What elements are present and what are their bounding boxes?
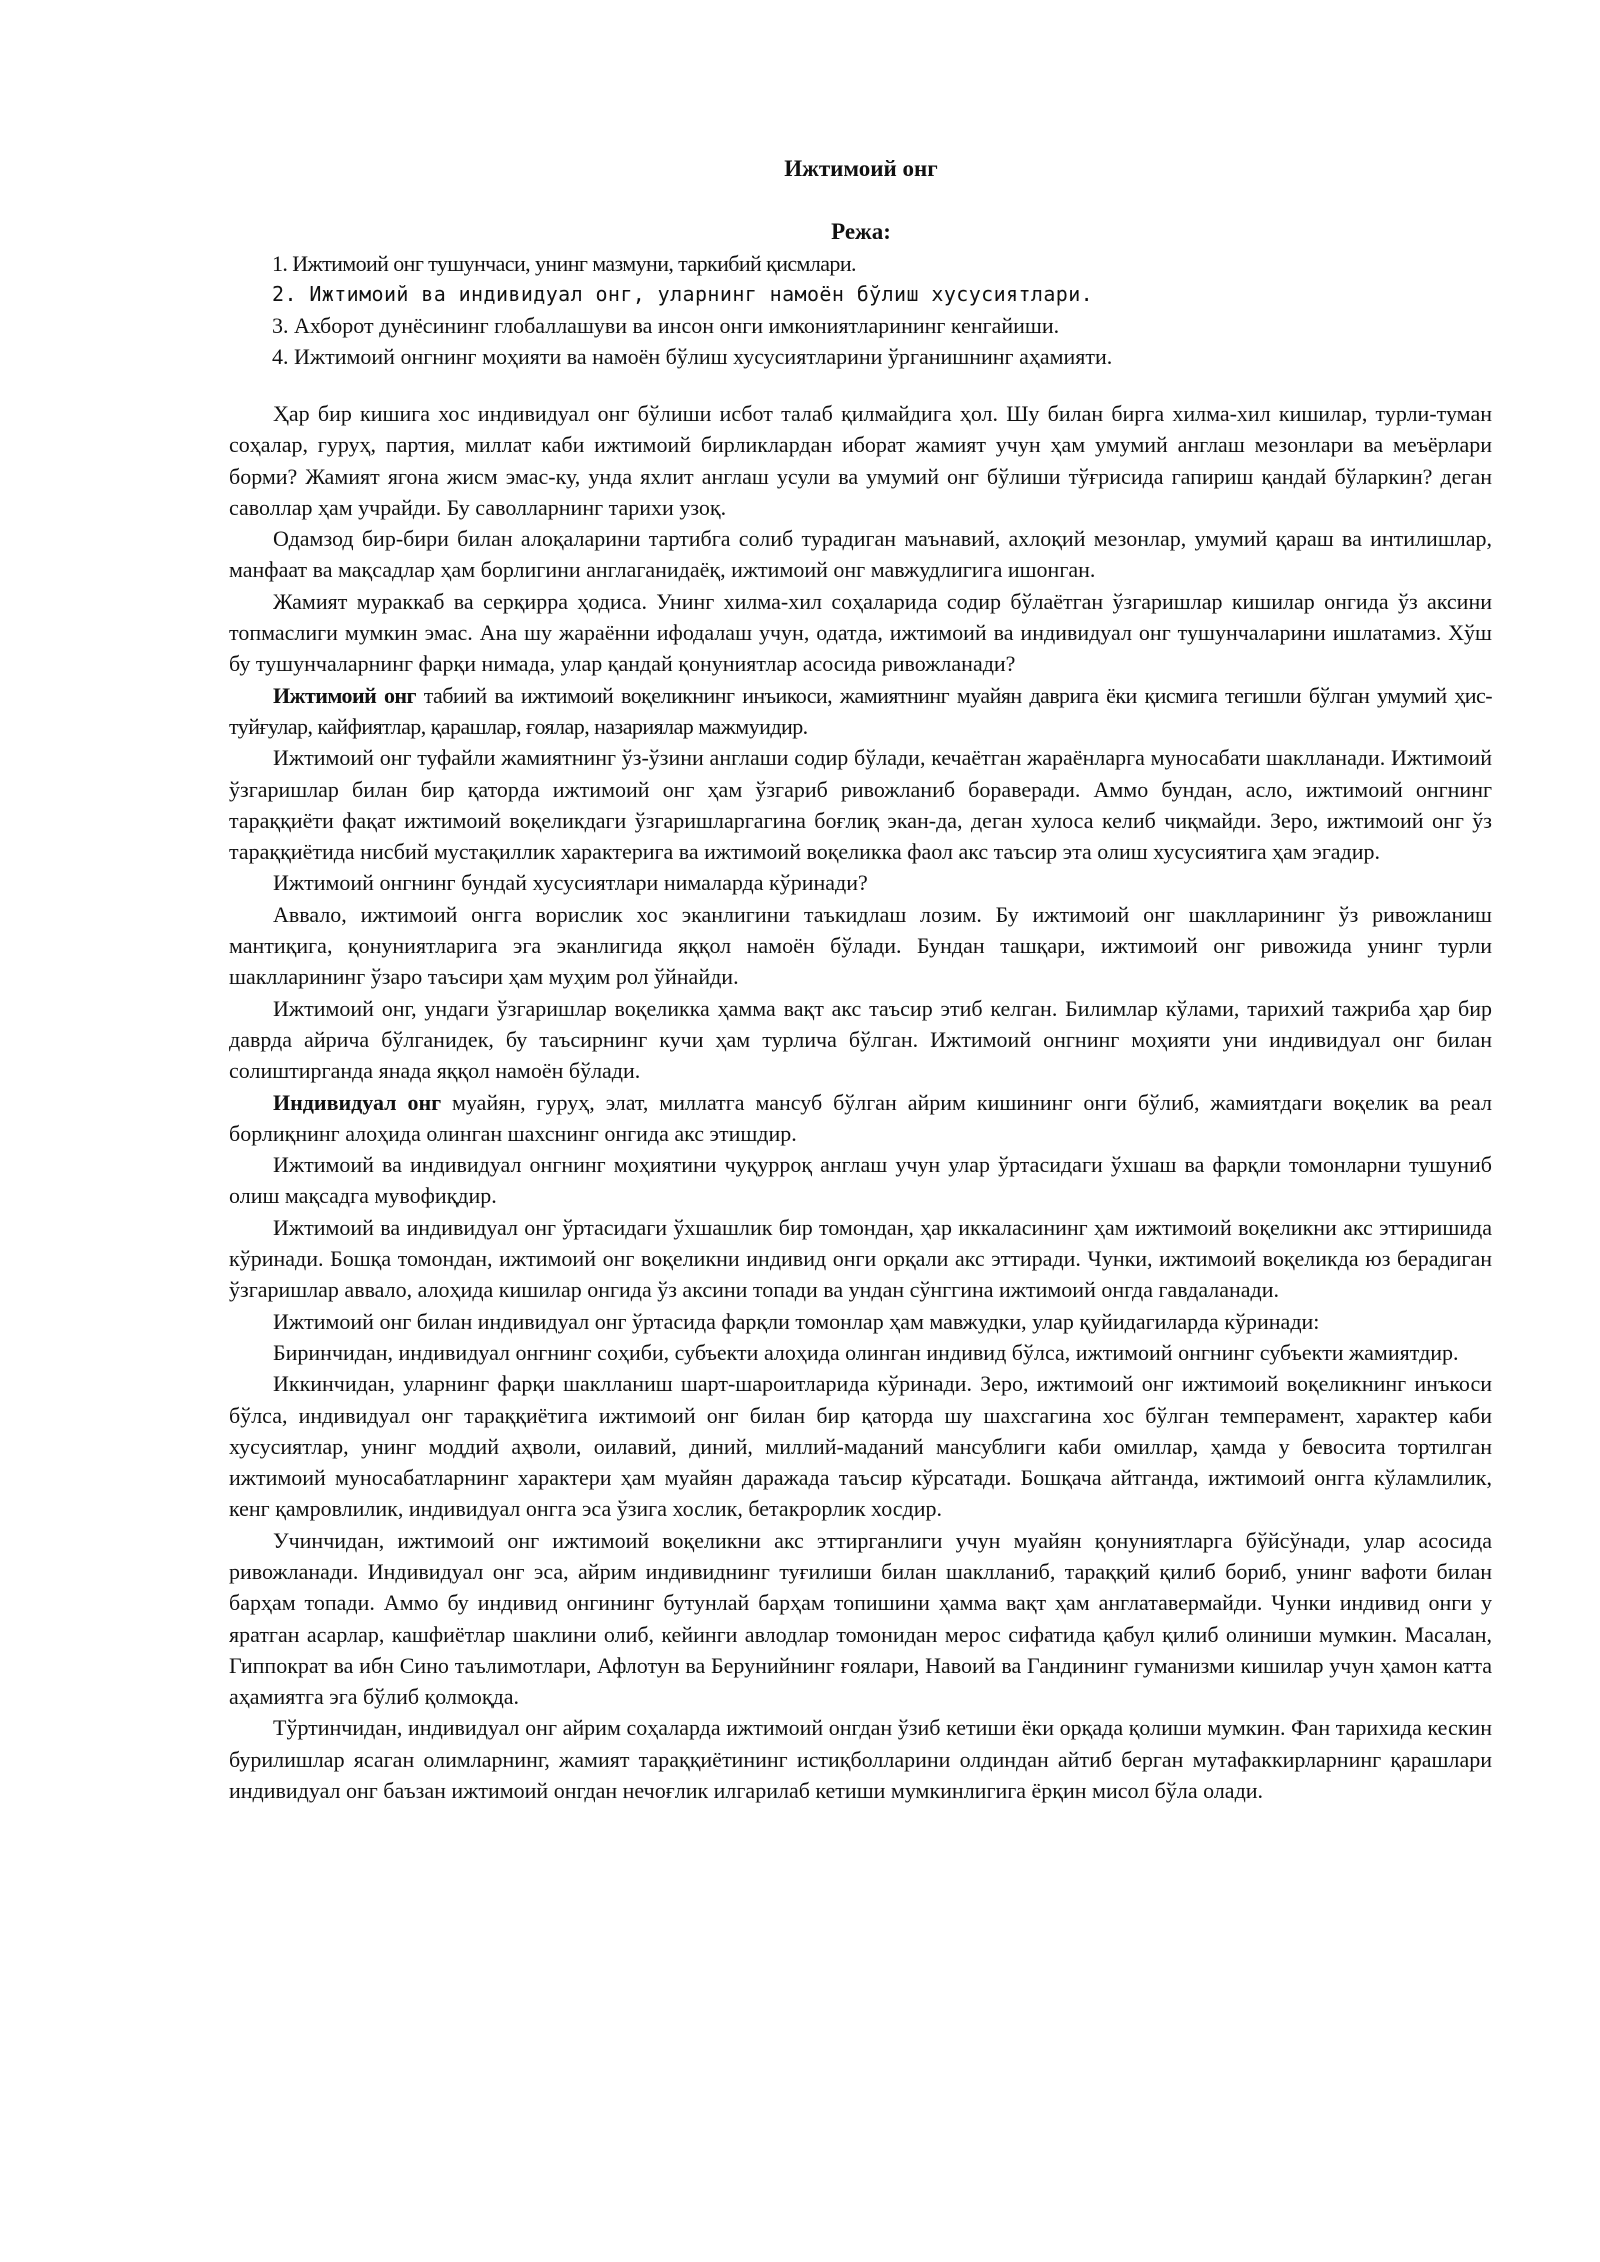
plan-item: 2. Ижтимоий ва индивидуал онг, уларнинг намоён бўлиш хусусиятлари. [272,282,1094,306]
paragraph: Учинчидан, ижтимоий онг ижтимоий воқеликни акс эттирганлиги учун муайян қонуниятларга бўйсўнади, улар асосида ривожланади. Индивидуал онг эса, айрим индивиднинг туғилиши билан шаклланиб, тараққий қилиб бориб, унинг вафоти билан барҳам топади. Аммо бу индивид онгининг бутунлай барҳам топишини ҳамма вақт ҳам англатавермайди. Чунки индивид онги у яратган асарлар, кашфиётлар шаклини олиб, кейинги авлодлар томонидан мерос сифатида қабул қилиб олиниши мумкин. Масалан, Гиппократ ва ибн Сино таълимотлари, Афлотун ва Берунийнинг ғоялари, Навоий ва Гандининг гуманизми кишилар учун ҳамон катта аҳамиятга эга бўлиб қолмоқда. [229,1527,1492,1710]
paragraph: Аввало, ижтимоий онгга ворислик хос эканлигини таъкидлаш лозим. Бу ижтимоий онг шаклларининг ўз ривожланиш мантиқига, қонуниятларига эга эканлигида яққол намоён бўлади. Бундан ташқари, ижтимоий онг ривожида унинг турли шаклларининг ўзаро таъсири ҳам муҳим рол ўйнайди. [229,901,1492,990]
paragraph: Ижтимоий онг табиий ва ижтимоий воқеликнинг инъикоси, жамиятнинг муайян даврига ёки қисмига тегишли бўлган умумий ҳис-туйғулар, кайфиятлар, қарашлар, ғоялар, назариялар мажмуидир. [229,682,1492,739]
paragraph: Индивидуал онг муайян, гуруҳ, элат, миллатга мансуб бўлган айрим кишининг онги бўлиб, жамиятдаги воқелик ва реал борлиқнинг алоҳида олинган шахснинг онгида акс этишдир. [229,1089,1492,1146]
plan-item: 3. Ахборот дунёсининг глобаллашуви ва инсон онги имкониятларининг кенгайиши. [272,313,1060,338]
paragraph: Ҳар бир кишига хос индивидуал онг бўлиши исбот талаб қилмайдига ҳол. Шу билан бирга хилма-хил кишилар, турли-туман соҳалар, гуруҳ, партия, миллат каби ижтимоий бирликлардан иборат жамият учун ҳам умумий англаш мезонлари ва меъёрлари борми? Жамият ягона жисм эмас-ку, унда яхлит англаш усули ва умумий онг бўлиши тўғрисида гапириш қандай бўларкин? деган саволлар ҳам учрайди. Бу саволларнинг тарихи узоқ. [229,401,1492,520]
paragraph: Ижтимоий онг туфайли жамиятнинг ўз-ўзини англаши содир бўлади, кечаётган жараёнларга муносабати шаклланади. Ижтимоий ўзгаришлар билан бир қаторда ижтимоий онг ҳам ўзгариб ривожланиб бораверади. Аммо бундан, асло, ижтимоий онгнинг тараққиёти фақат ижтимоий воқеликдаги ўзгаришларгагина боғлиқ экан-да, деган хулоса келиб чиқмайди. Зеро, ижтимоий онг ўз тараққиётида нисбий мустақиллик характерига ва ижтимоий воқеликка фаол акс таъсир эта олиш хусусиятига ҳам эгадир. [229,745,1492,865]
paragraph: Жамият мураккаб ва серқирра ҳодиса. Унинг хилма-хил соҳаларида содир бўлаётган ўзгаришлар кишилар онгида ўз аксини топмаслиги мумкин эмас. Ана шу жараённи ифодалаш учун, одатда, ижтимоий ва индивидуал онг тушунчаларини ишлатамиз. Хўш бу тушунчаларнинг фарқи нимада, улар қандай қонуниятлар асосида ривожланади? [229,588,1492,677]
paragraph: Одамзод бир-бири билан алоқаларини тартибга солиб турадиган маънавий, ахлоқий мезонлар, умумий қараш ва интилишлар, манфаат ва мақсадлар ҳам борлигини англаганидаёқ, ижтимоий онг мавжудлигига ишонган. [229,526,1492,583]
paragraph: Ижтимоий онг, ундаги ўзгаришлар воқеликка ҳамма вақт акс таъсир этиб келган. Билимлар кўлами, тарихий тажриба ҳар бир даврда айрича бўлганидек, бу таъсирнинг кучи ҳам турлича бўлган. Ижтимоий онгнинг моҳияти уни индивидуал онг билан солиштирганда янада яққол намоён бўлади. [229,995,1492,1084]
plan-list [272,248,1492,372]
plan-title: Режа: [831,219,891,244]
paragraph: Ижтимоий ва индивидуал онгнинг моҳиятини чуқурроқ англаш учун улар ўртасидаги ўхшаш ва фарқли томонларни тушуниб олиш мақсадга мувофиқдир. [229,1152,1492,1209]
paragraph: Тўртинчидан, индивидуал онг айрим соҳаларда ижтимоий онгдан ўзиб кетиши ёки орқада қолиши мумкин. Фан тарихида кескин бурилишлар ясаган олимларнинг, жамият тараққиётининг истиқболларини олдиндан айтиб берган мутафаккирларнинг қарашлари индивидуал онг баъзан ижтимоий онгдан нечоғлик илгарилаб кетиши мумкинлигига ёрқин мисол бўла олади. [229,1715,1492,1804]
plan-item: 1. Ижтимоий онг тушунчаси, унинг мазмуни, таркибий қисмлари. [272,251,856,276]
paragraph: Ижтимоий онг билан индивидуал онг ўртасида фарқли томонлар ҳам мавжудки, улар қуйидагиларда кўринади: [273,1308,1320,1334]
paragraph: Иккинчидан, уларнинг фарқи шаклланиш шарт-шароитларида кўринади. Зеро, ижтимоий онг ижтимоий воқеликнинг инъкоси бўлса, индивидуал онг тараққиётига ижтимоий онг билан бир қаторда шу шахсгагина хос бўлган темперамент, характер каби хусусиятлар, унинг моддий аҳволи, оилавий, диний, миллий-маданий мансублиги каби омиллар, ҳамда у бевосита тортилган ижтимоий муносабатларнинг характери ҳам муайян даражада таъсир кўрсатади. Бошқача айтганда, ижтимоий онгга кўламлилик, кенг қамровлилик, индивидуал онгга эса ўзига хослик, бетакрорлик хосдир. [229,1371,1492,1522]
paragraph: Ижтимоий онгнинг бундай хусусиятлари нималарда кўринади? [273,870,868,896]
body-text [229,398,1492,1806]
paragraph: Ижтимоий ва индивидуал онг ўртасидаги ўхшашлик бир томондан, ҳар иккаласининг ҳам ижтимоий воқеликни акс эттиришида кўринади. Бошқа томондан, ижтимоий онг воқеликни индивид онги орқали акс эттиради. Чунки, ижтимоий воқеликда юз берадиган ўзгаришлар аввало, алоҳида кишилар онгида ўз аксини топади ва ундан сўнггина ижтимоий онгда гавдаланади. [229,1214,1492,1303]
plan-item: 4. Ижтимоий онгнинг моҳияти ва намоён бўлиш хусусиятларини ўрганишнинг аҳамияти. [272,344,1113,369]
paragraph: Биринчидан, индивидуал онгнинг соҳиби, субъекти алоҳида олинган индивид бўлса, ижтимоий онгнинг субъекти жамиятдир. [273,1339,1459,1365]
term-bold: Ижтимоий онг [273,682,416,708]
term-bold: Индивидуал онг [273,1089,442,1115]
document-title: Ижтимоий онг [784,156,938,181]
